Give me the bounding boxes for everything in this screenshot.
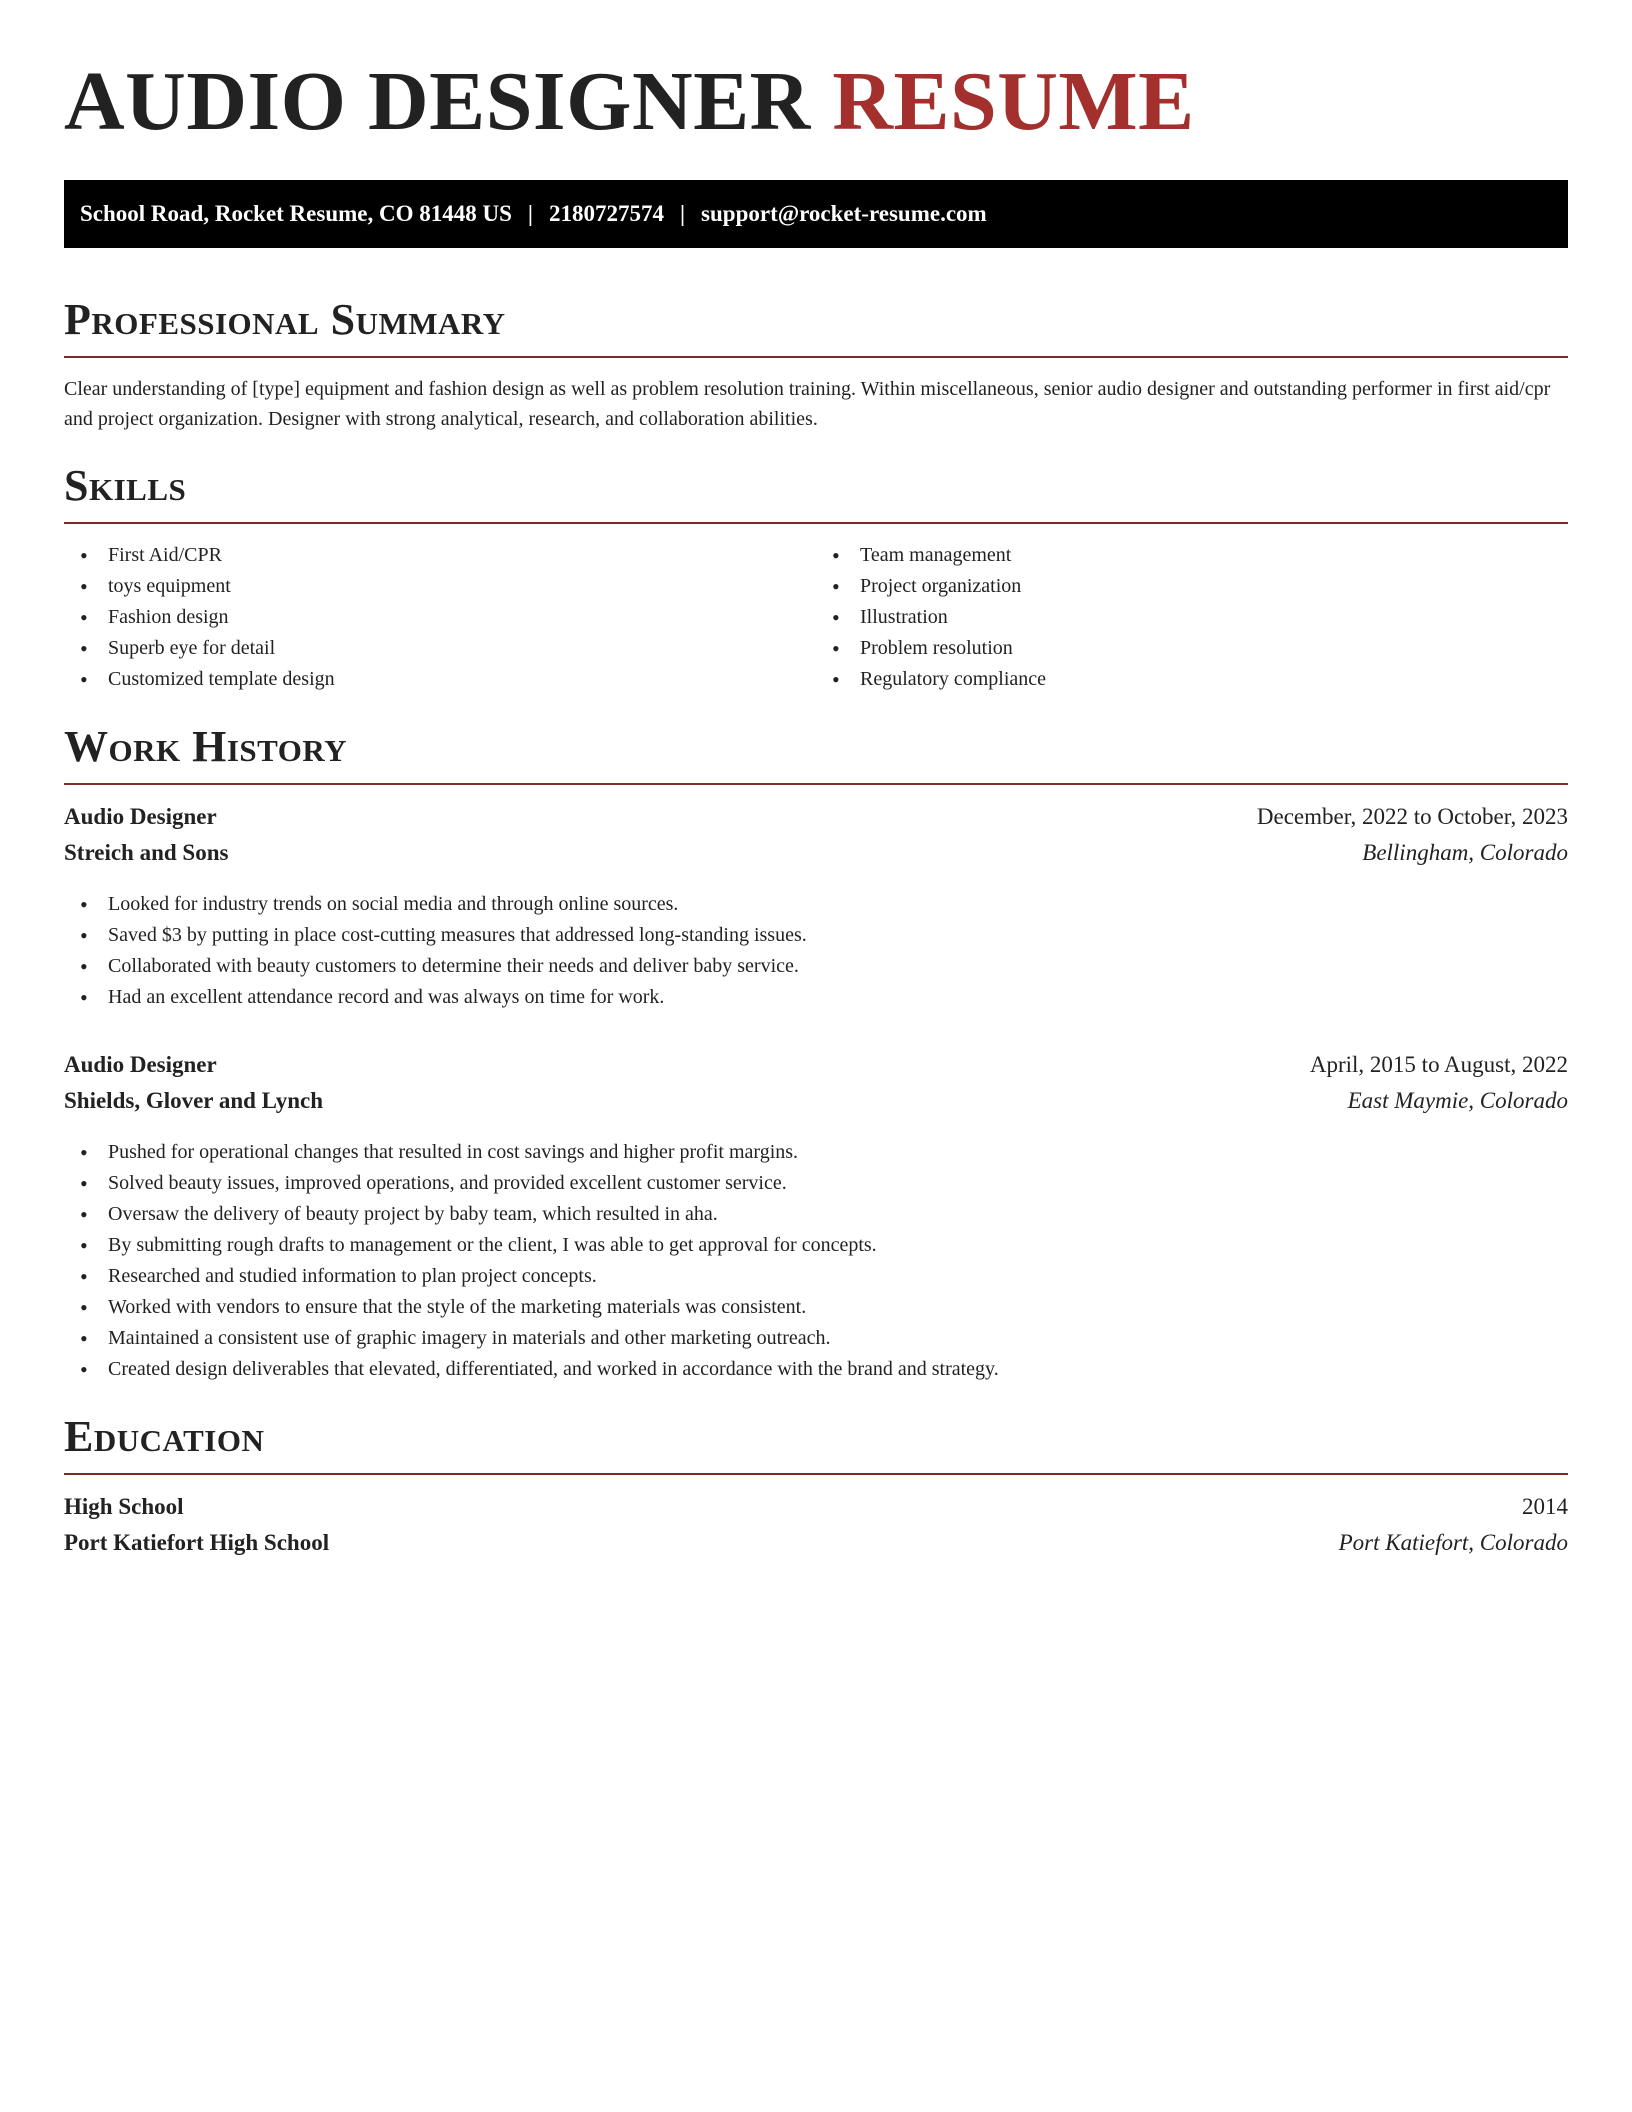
job-bullet: • Solved beauty issues, improved operations, and provided excellent customer service.	[64, 1168, 1568, 1199]
education-heading: Education	[64, 1412, 265, 1461]
summary-heading: Professional Summary	[64, 295, 506, 344]
job-entry	[64, 799, 1568, 1013]
job-bullet: • Looked for industry trends on social media and through online sources.	[64, 889, 1568, 920]
job-company-row	[64, 1083, 1568, 1119]
skill-item: • Team management	[816, 540, 1568, 571]
job-dates: December, 2022 to October, 2023	[1256, 804, 1568, 829]
job-location: East Maymie, Colorado	[1347, 1088, 1568, 1113]
education-school: Port Katiefort High School	[64, 1530, 330, 1555]
education-degree: High School	[64, 1494, 184, 1519]
job-location: Bellingham, Colorado	[1362, 840, 1568, 865]
contact-phone[interactable]: 2180727574	[548, 201, 664, 226]
job-company-row	[64, 835, 1568, 871]
skill-item: • Superb eye for detail	[64, 633, 816, 664]
job-bullet: • Maintained a consistent use of graphic imagery in materials and other marketing outreach.	[64, 1323, 1568, 1354]
skills-column-left	[64, 540, 816, 695]
job-company: Shields, Glover and Lynch	[64, 1088, 324, 1113]
section-divider	[64, 1473, 1568, 1475]
job-bullets	[64, 1137, 1568, 1385]
skills-section	[64, 460, 1568, 695]
job-bullet: • Had an excellent attendance record and was always on time for work.	[64, 982, 1568, 1013]
skill-item: • Illustration	[816, 602, 1568, 633]
job-header-row	[64, 799, 1568, 835]
education-year: 2014	[1522, 1494, 1568, 1519]
education-school-row	[64, 1525, 1568, 1561]
skill-item: • Fashion design	[64, 602, 816, 633]
contact-email[interactable]: support@rocket-resume.com	[701, 201, 987, 226]
skill-item: • Project organization	[816, 571, 1568, 602]
contact-address: School Road, Rocket Resume, CO 81448 US	[80, 201, 512, 226]
resume-title	[64, 0, 1568, 148]
section-divider	[64, 522, 1568, 524]
job-bullet: • Worked with vendors to ensure that the style of the marketing materials was consistent.	[64, 1292, 1568, 1323]
title-accent: RESUME	[832, 55, 1195, 148]
skill-item: • First Aid/CPR	[64, 540, 816, 571]
job-entry	[64, 1047, 1568, 1385]
summary-text: Clear understanding of [type] equipment and fashion design as well as problem resolution training. Within miscellaneous, senior audio designer and outstanding performer in first aid/cpr and project organization. Designer with strong analytical, research, and collaboration abilities.	[64, 378, 1551, 430]
job-bullet: • By submitting rough drafts to management or the client, I was able to get approval for concepts.	[64, 1230, 1568, 1261]
contact-bar	[64, 180, 1568, 248]
contact-separator: |	[679, 201, 686, 226]
skill-item: • Customized template design	[64, 664, 816, 695]
job-header-row	[64, 1047, 1568, 1083]
job-bullet: • Saved $3 by putting in place cost-cutting measures that addressed long-standing issues.	[64, 920, 1568, 951]
education-location: Port Katiefort, Colorado	[1338, 1530, 1568, 1555]
education-section	[64, 1411, 1568, 1561]
job-bullets	[64, 889, 1568, 1013]
skill-item: • Problem resolution	[816, 633, 1568, 664]
section-divider	[64, 783, 1568, 785]
job-company: Streich and Sons	[64, 840, 229, 865]
skill-item: • toys equipment	[64, 571, 816, 602]
section-divider	[64, 356, 1568, 358]
job-title: Audio Designer	[64, 804, 217, 829]
job-bullet: • Pushed for operational changes that resulted in cost savings and higher profit margins.	[64, 1137, 1568, 1168]
job-title: Audio Designer	[64, 1052, 217, 1077]
job-dates: April, 2015 to August, 2022	[1309, 1052, 1568, 1077]
job-bullet: • Created design deliverables that elevated, differentiated, and worked in accordance with the brand and strategy.	[64, 1354, 1568, 1385]
education-entry	[64, 1489, 1568, 1561]
contact-separator: |	[527, 201, 533, 226]
skill-item: • Regulatory compliance	[816, 664, 1568, 695]
education-header-row	[64, 1489, 1568, 1525]
skills-heading: Skills	[64, 461, 187, 510]
job-bullet: • Collaborated with beauty customers to determine their needs and deliver baby service.	[64, 951, 1568, 982]
work-history-section	[64, 721, 1568, 1385]
skills-list	[64, 540, 1568, 695]
work-history-heading: Work History	[64, 722, 348, 771]
title-main: AUDIO DESIGNER	[64, 55, 811, 148]
job-bullet: • Researched and studied information to plan project concepts.	[64, 1261, 1568, 1292]
job-bullet: • Oversaw the delivery of beauty project by baby team, which resulted in aha.	[64, 1199, 1568, 1230]
summary-section	[64, 294, 1568, 434]
skills-column-right	[816, 540, 1568, 695]
